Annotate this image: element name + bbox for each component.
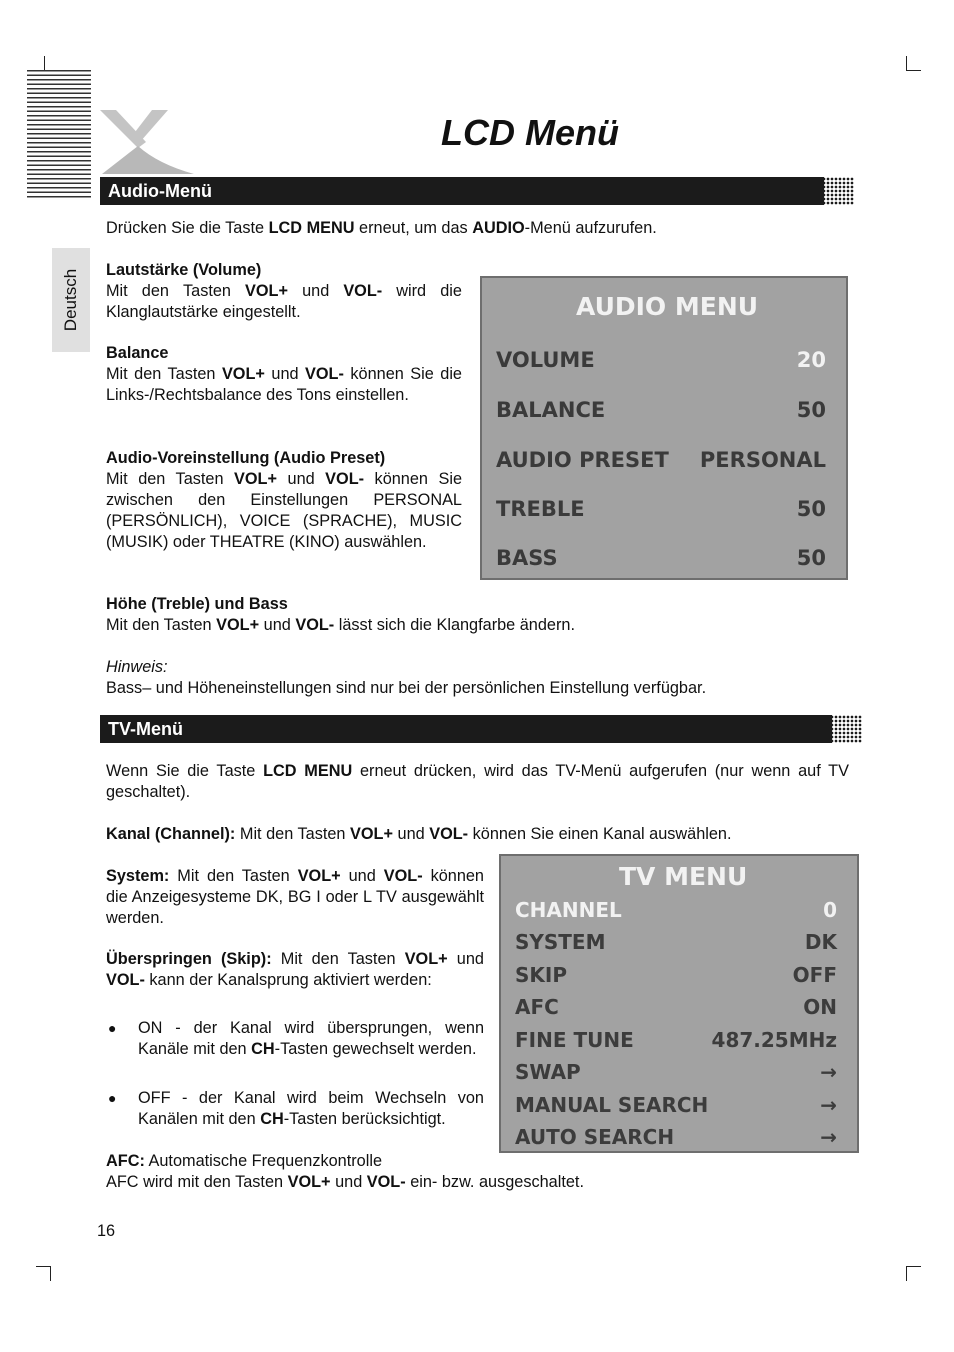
heading-dot-pattern — [826, 715, 862, 743]
volume-line: Mit den Tasten VOL+ und VOL- wird die — [106, 282, 462, 300]
system-paragraph: System: Mit den Tasten VOL+ und VOL- können die Anzeigesysteme DK, BG I oder L TV ausgewählt werden. — [106, 867, 484, 927]
osd-row-swap: SWAP → — [515, 1060, 837, 1084]
volume-heading: Lautstärke (Volume) — [106, 261, 262, 279]
preset-paragraph: Audio-Voreinstellung (Audio Preset) Mit den Tasten VOL+ und VOL- können Sie zwischen den Einstellungen PERSONAL (PERSÖNLICH), VOICE (SPRACHE), MUSIC (MUSIK) oder THEATRE (KINO) auswählen. — [106, 449, 462, 551]
tv-menu-osd — [499, 854, 859, 1153]
preset-heading: Audio-Voreinstellung (Audio Preset) — [106, 449, 386, 467]
language-tab — [52, 248, 90, 352]
osd-row-volume: VOLUME 20 — [496, 348, 826, 372]
heading-dot-pattern — [818, 177, 854, 205]
section-heading-audio: Audio-Menü — [100, 177, 824, 205]
tv-menu-title: TV MENU — [619, 862, 748, 891]
osd-row-channel: CHANNEL 0 — [515, 898, 837, 922]
audio-menu-title: AUDIO MENU — [576, 292, 759, 321]
treble-paragraph: Höhe (Treble) und Bass Mit den Tasten VOL+ und VOL- lässt sich die Klangfarbe ändern. — [106, 595, 575, 634]
afc-paragraph: AFC: Automatische Frequenzkontrolle AFC wird mit den Tasten VOL+ und VOL- ein- bzw. ausgeschaltet. — [106, 1152, 584, 1191]
bullet-icon: ● — [108, 1090, 117, 1106]
skip-paragraph: Überspringen (Skip): Mit den Tasten VOL+ und VOL- kann der Kanalsprung aktiviert werden: — [106, 950, 484, 989]
balance-heading: Balance — [106, 344, 169, 362]
osd-row-skip: SKIP OFF — [515, 963, 837, 987]
crop-mark-bottom-right — [906, 1266, 921, 1281]
crop-mark-top-left — [30, 56, 45, 71]
osd-row-treble: TREBLE 50 — [496, 497, 826, 521]
bullet-off: OFF - der Kanal wird beim Wechseln von Kanälen mit den CH-Tasten berücksichtigt. — [138, 1089, 484, 1128]
audio-menu-osd — [480, 276, 848, 580]
osd-row-manual-search: MANUAL SEARCH → — [515, 1093, 837, 1117]
osd-row-audio-preset: AUDIO PRESET PERSONAL — [496, 448, 826, 472]
crop-mark-bottom-left — [36, 1266, 51, 1281]
osd-row-balance: BALANCE 50 — [496, 398, 826, 422]
osd-row-auto-search: AUTO SEARCH → — [515, 1125, 837, 1149]
page-number: 16 — [97, 1222, 116, 1240]
treble-heading: Höhe (Treble) und Bass — [106, 595, 288, 613]
page-title: LCD Menü — [441, 112, 619, 153]
note-label: Hinweis: — [106, 658, 168, 676]
tv-intro: Wenn Sie die Taste LCD MENU erneut drücken, wird das TV-Menü aufgerufen (nur wenn auf TV geschaltet). — [106, 762, 849, 801]
crop-mark-top-right — [906, 56, 921, 71]
section-heading-tv: TV-Menü — [100, 715, 832, 743]
bullet-icon: ● — [108, 1020, 117, 1036]
channel-paragraph: Kanal (Channel): Mit den Tasten VOL+ und VOL- können Sie einen Kanal auswählen. — [106, 825, 732, 843]
osd-row-afc: AFC ON — [515, 995, 837, 1019]
volume-paragraph: Lautstärke (Volume) Mit den Tasten VOL+ und VOL- wird die Klanglautstärke eingestellt. — [106, 261, 462, 321]
language-tab-label: Deutsch — [61, 268, 80, 332]
note-paragraph: Hinweis: Bass– und Höheneinstellungen sind nur bei der persönlichen Einstellung verfügbar. — [106, 658, 707, 697]
osd-row-fine-tune: FINE TUNE 487.25MHz — [515, 1028, 837, 1052]
arrow-right-icon: → — [820, 1093, 837, 1117]
arrow-right-icon: → — [820, 1060, 837, 1084]
audio-intro: Drücken Sie die Taste LCD MENU erneut, um das AUDIO-Menü aufzurufen. — [106, 219, 657, 237]
osd-row-bass: BASS 50 — [496, 546, 826, 570]
osd-row-system: SYSTEM DK — [515, 930, 837, 954]
arrow-right-icon: → — [820, 1125, 837, 1149]
bullet-on: ON - der Kanal wird übersprungen, wenn Kanäle mit den CH-Tasten gewechselt werden. — [138, 1019, 484, 1058]
balance-paragraph: Balance Mit den Tasten VOL+ und VOL- können Sie die Links-/Rechtsbalance des Tons einstellen. — [106, 344, 462, 404]
